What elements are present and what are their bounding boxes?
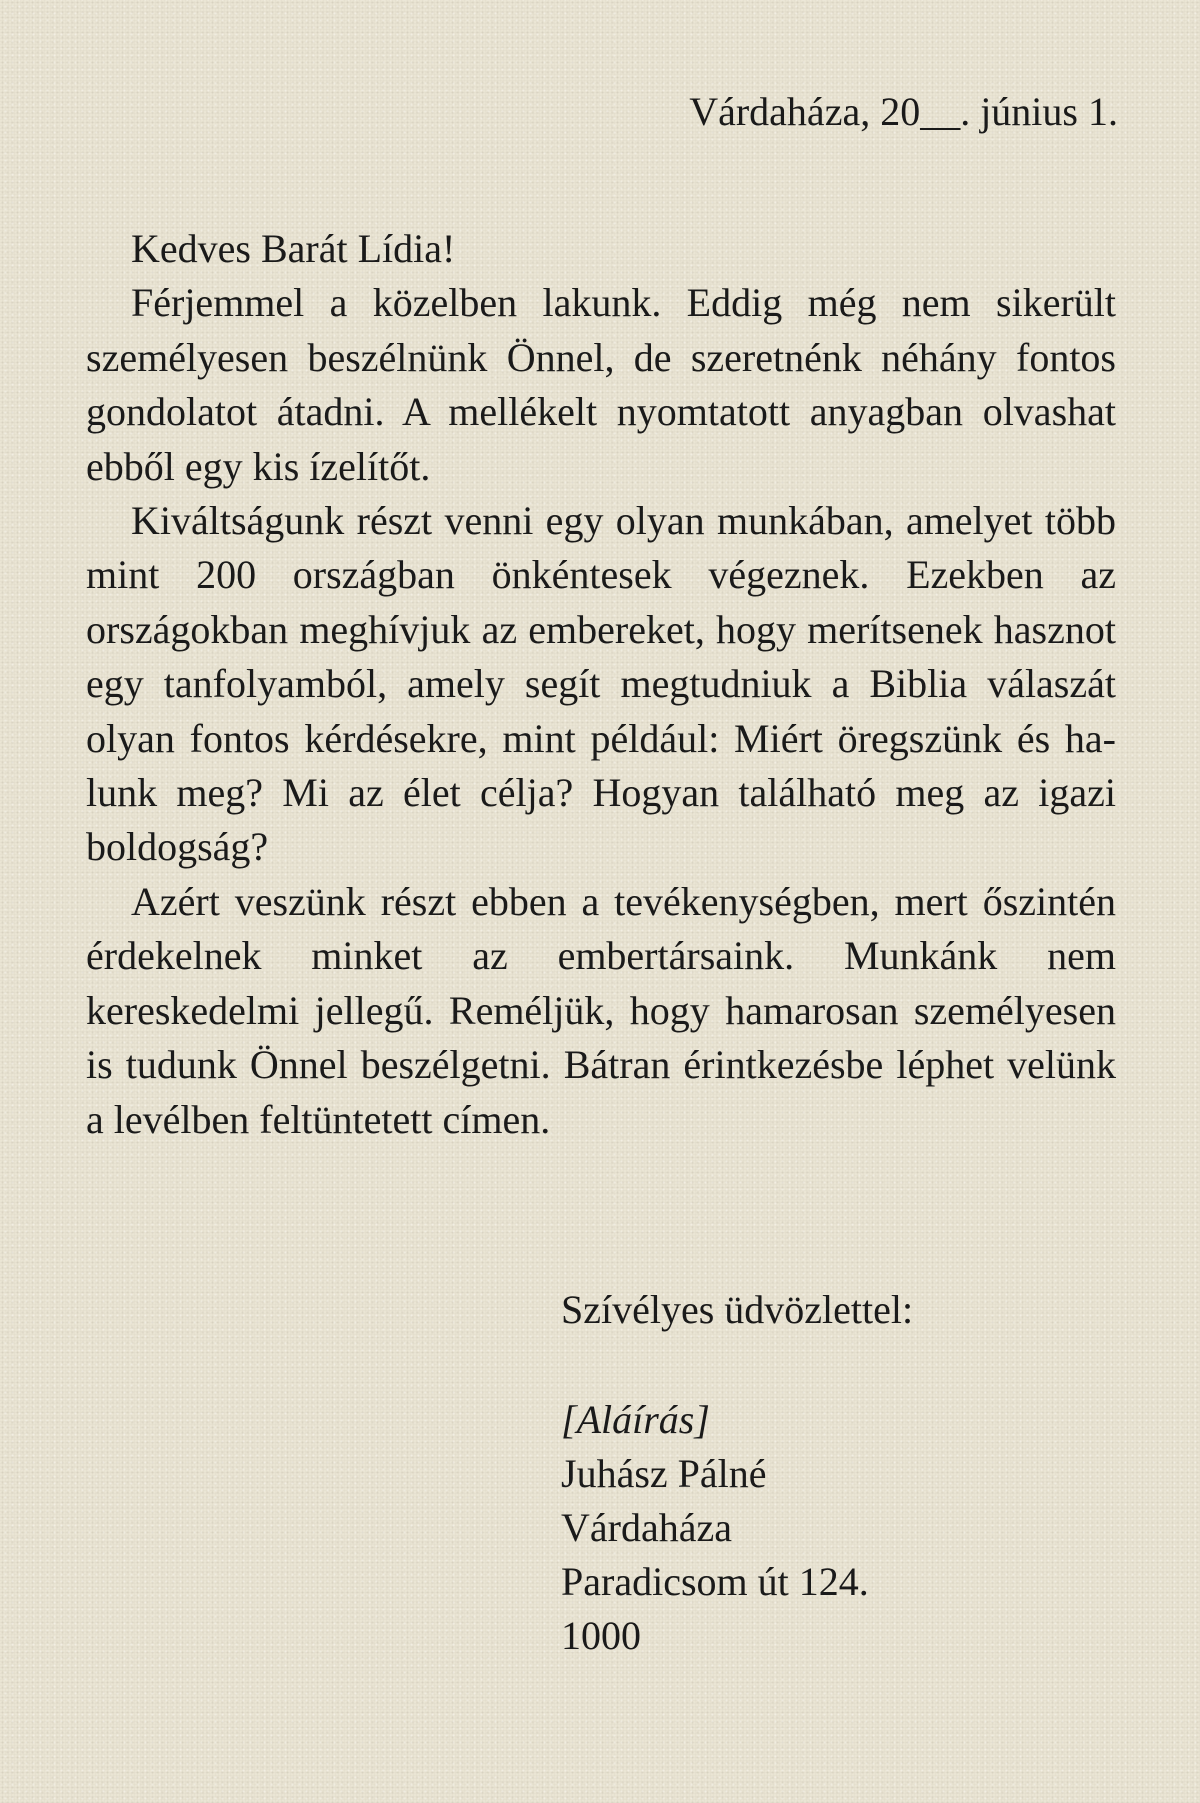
body-paragraph-2: Kiváltságunk részt venni egy olyan munkában, amelyet több mint 200 országban önkéntesek végeznek. Ezekben az országokban meghívjuk az embereket, hogy merítsenek hasznot egy tanfolyamból, amely segít megtudniuk a Biblia válaszát olyan fontos kérdésekre, mint például: Miért öregszünk és halunk meg? Mi az élet célja? Hogyan található meg az igazi boldogság? [86,498,1116,870]
signature-placeholder: [Aláírás] [561,1397,710,1442]
address-city: Várdaháza [561,1505,732,1550]
closing-phrase: Szívélyes üdvözlettel: [561,1287,914,1332]
address-street: Paradicsom út 124. [561,1559,869,1604]
body-paragraph-1: Férjemmel a közelben lakunk. Eddig még nem sikerült személyesen beszélnünk Önnel, de szeretnénk néhány fontos gondolatot átadni. A mellékelt nyomtatott anyagban olvashat ebből egy kis ízelítőt. [86,280,1116,489]
address-zip: 1000 [561,1613,641,1658]
sender-name: Juhász Pálné [561,1451,767,1496]
salutation: Kedves Barát Lídia! [131,226,456,271]
letter-body [86,222,1116,1147]
body-paragraph-3: Azért veszünk részt ebben a tevékenységben, mert őszintén érdekelnek minket az embertársaink. Munkánk nem kereskedelmi jellegű. Reméljük, hogy hamarosan személyesen is tudunk Önnel beszélgetni. Bátran érintkezésbe léphet velünk a levélben feltüntetett címen. [86,878,1116,1142]
closing-block [561,1283,913,1663]
letter-date: Várdaháza, 20__. június 1. [689,89,1118,134]
